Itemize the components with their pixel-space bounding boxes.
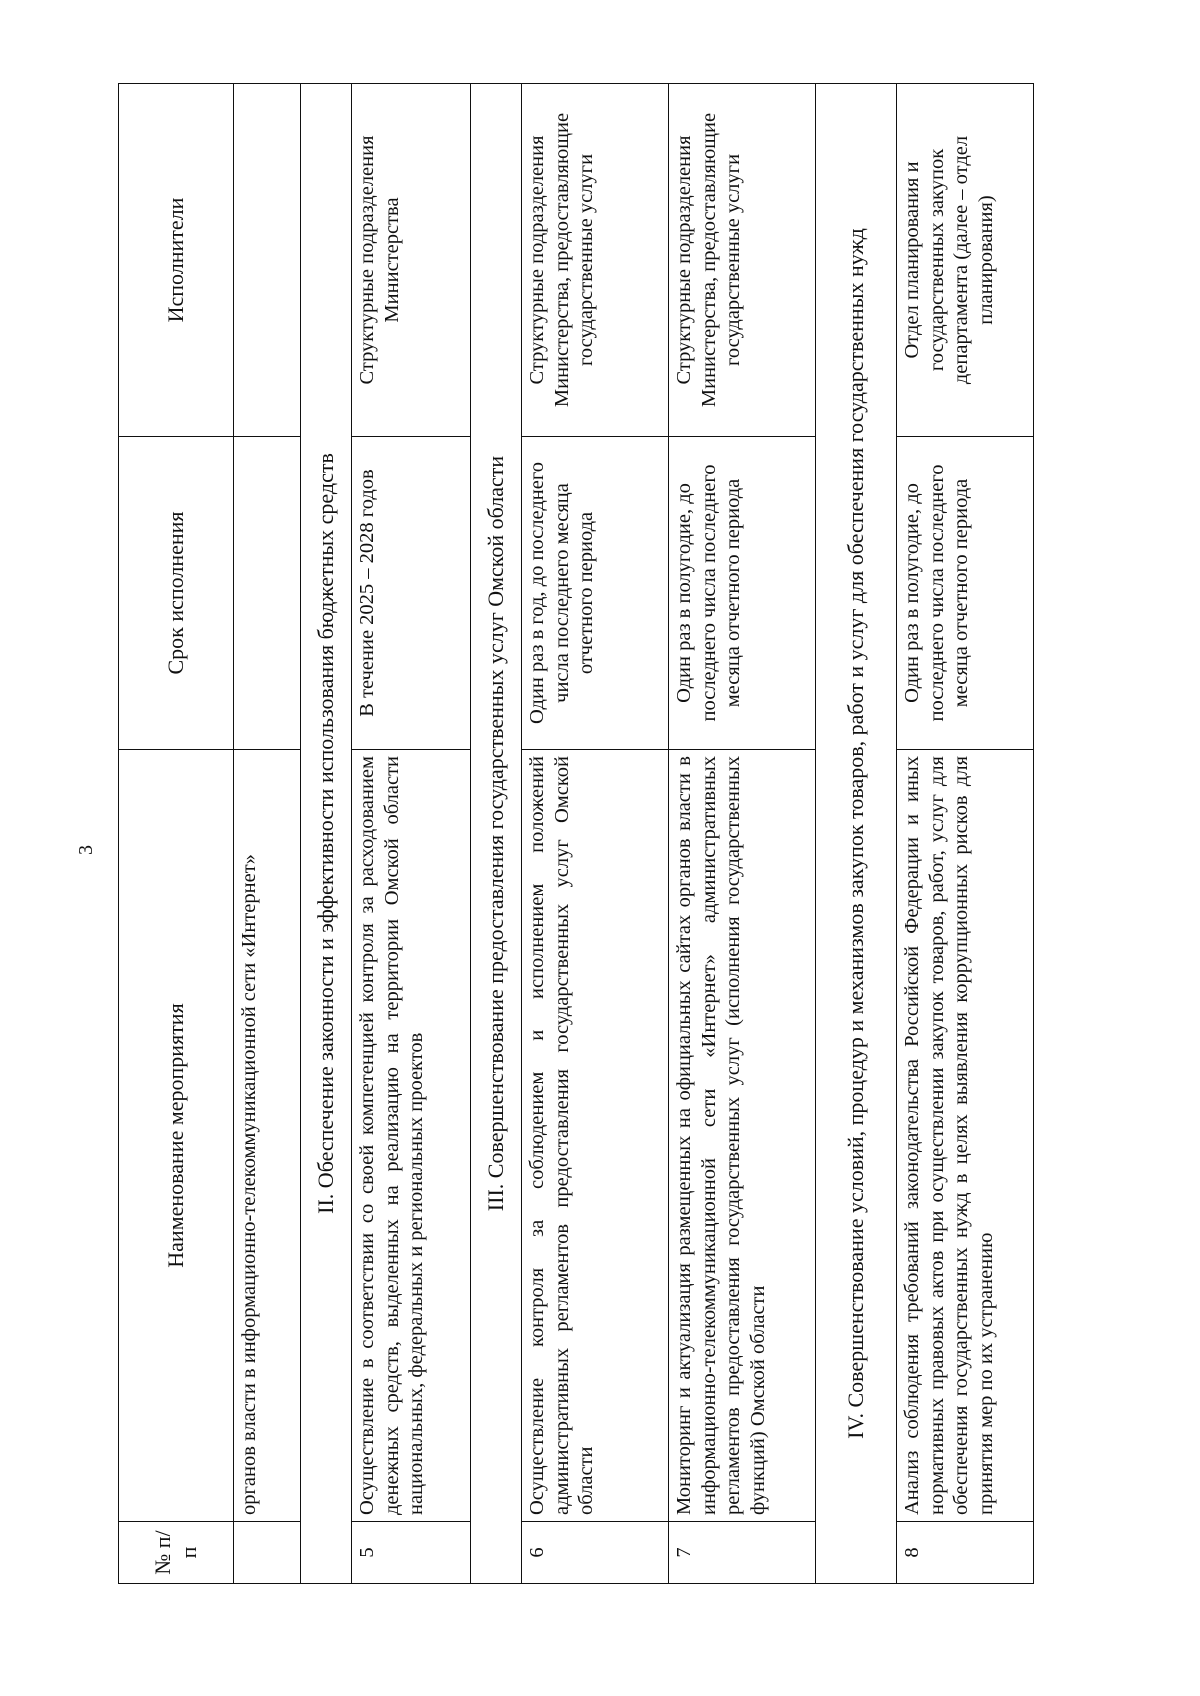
- cell-num: 5: [352, 1522, 471, 1584]
- section-row: [471, 84, 522, 1584]
- cell-name: Мониторинг и актуализация размещенных на официальных сайтах органов власти в информационно-телекоммуникационной сети «Интернет» административных регламентов предоставления государственных услуг (исполнения государственных функций) Омской области: [669, 750, 816, 1522]
- table-row: [669, 84, 816, 1584]
- cell-name: Анализ соблюдения требований законодательства Российской Федерации и иных нормативных правовых актов при осуществлении закупок товаров, работ, услуг для обеспечения государственных нужд в целях выявления коррупционных рисков для принятия мер по их устранению: [897, 750, 1034, 1522]
- section-title: IV. Совершенствование условий, процедур и механизмов закупок товаров, работ и услуг для обеспечения государственных нужд: [816, 84, 897, 1584]
- cell-num: 6: [522, 1522, 669, 1584]
- table-row: [522, 84, 669, 1584]
- section-title: II. Обеспечение законности и эффективности использования бюджетных средств: [301, 84, 352, 1584]
- rotated-table-container: [118, 84, 997, 1584]
- cell-num: [234, 1522, 301, 1584]
- cell-executors: Структурные подразделения Министерства, предоставляющие государственные услуги: [522, 84, 669, 437]
- header-term: Срок исполнения: [119, 437, 234, 750]
- table-row: [234, 84, 301, 1584]
- cell-executors: [234, 84, 301, 437]
- cell-num: 7: [669, 1522, 816, 1584]
- header-num: № п/п: [119, 1522, 234, 1584]
- section-row: [816, 84, 897, 1584]
- cell-term: [234, 437, 301, 750]
- cell-num: 8: [897, 1522, 1034, 1584]
- page-number: 3: [75, 845, 97, 855]
- cell-executors: Отдел планирования и государственных закупок департамента (далее – отдел планирования): [897, 84, 1034, 437]
- cell-term: Один раз в полугодие, до последнего числа последнего месяца отчетного периода: [897, 437, 1034, 750]
- cell-executors: Структурные подразделения Министерства: [352, 84, 471, 437]
- header-name: Наименование мероприятия: [119, 750, 234, 1522]
- action-plan-table: [118, 83, 1034, 1584]
- header-executors: Исполнители: [119, 84, 234, 437]
- section-title: III. Совершенствование предоставления государственных услуг Омской области: [471, 84, 522, 1584]
- cell-term: В течение 2025 – 2028 годов: [352, 437, 471, 750]
- table-row: [897, 84, 1034, 1584]
- cell-name: Осуществление в соответствии со своей компетенцией контроля за расходованием денежных средств, выделенных на реализацию на территории Омской области национальных, федеральных и региональных проектов: [352, 750, 471, 1522]
- section-row: [301, 84, 352, 1584]
- cell-name: Осуществление контроля за соблюдением и исполнением положений административных регламентов предоставления государственных услуг Омской области: [522, 750, 669, 1522]
- table-row: [352, 84, 471, 1584]
- table-header-row: [119, 84, 234, 1584]
- cell-executors: Структурные подразделения Министерства, предоставляющие государственные услуги: [669, 84, 816, 437]
- cell-name: органов власти в информационно-телекоммуникационной сети «Интернет»: [234, 750, 301, 1522]
- cell-term: Один раз в полугодие, до последнего числа последнего месяца отчетного периода: [669, 437, 816, 750]
- cell-term: Один раз в год, до последнего числа последнего месяца отчетного периода: [522, 437, 669, 750]
